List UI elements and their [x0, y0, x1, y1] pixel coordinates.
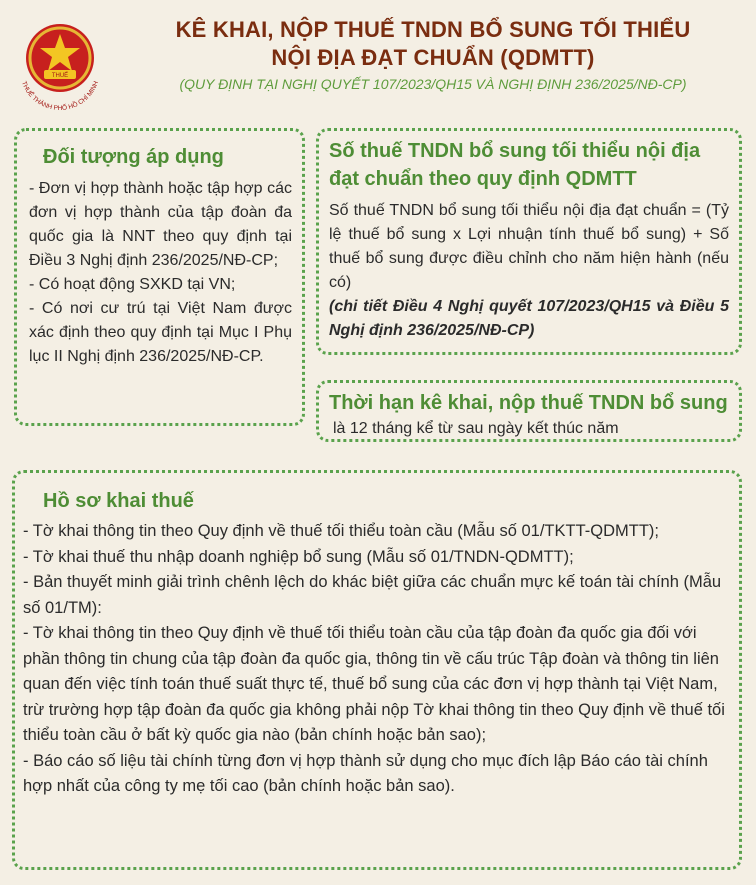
tax-emblem-logo — [6, 18, 114, 114]
subject-item: - Đơn vị hợp thành hoặc tập hợp các đơn vị hợp thành của tập đoàn đa quốc gia là NNT theo quy định tại Điều 3 Nghị định 236/2025/NĐ-CP; — [29, 180, 292, 269]
filing-dossier-heading: Hồ sơ khai thuế — [43, 490, 194, 512]
filing-dossier-box — [12, 470, 742, 870]
deadline-box — [316, 380, 742, 442]
page-title — [118, 16, 748, 72]
dossier-item: - Tờ khai thông tin theo Quy định về thuế tối thiểu toàn cầu (Mẫu số 01/TKTT-QDMTT); — [23, 522, 659, 540]
deadline-text: là 12 tháng kể từ sau ngày kết thúc năm — [333, 420, 619, 437]
tax-formula: Số thuế TNDN bổ sung tối thiểu nội địa đạt chuẩn = (Tỷ lệ thuế bổ sung x Lợi nhuận tính thuế bổ sung) + Số thuế bổ sung được điều chỉnh cho năm hiện hành (nếu có) — [329, 202, 729, 291]
deadline-heading: Thời hạn kê khai, nộp thuế TNDN bổ sung — [329, 392, 728, 414]
subject-item: - Có nơi cư trú tại Việt Nam được xác định theo quy định tại Mục I Phụ lục II Nghị định 236/2025/NĐ-CP. — [29, 300, 292, 365]
svg-text:THUẾ THÀNH PHỐ HỒ CHÍ MINH: THUẾ THÀNH PHỐ HỒ CHÍ MINH — [19, 80, 101, 113]
title-line-2: NỘI ĐỊA ĐẠT CHUẨN (QDMTT) — [271, 45, 595, 70]
page-subtitle: (QUY ĐỊNH TẠI NGHỊ QUYẾT 107/2023/QH15 VÀ NGHỊ ĐỊNH 236/2025/NĐ-CP) — [179, 76, 687, 92]
applicable-subjects-box — [14, 128, 305, 426]
dossier-item: - Báo cáo số liệu tài chính từng đơn vị hợp thành sử dụng cho mục đích lập Báo cáo tài chính hợp nhất của công ty mẹ tối cao (bản chính hoặc bản sao). — [23, 751, 708, 795]
applicable-subjects-heading: Đối tượng áp dụng — [43, 146, 224, 168]
tax-amount-heading: Số thuế TNDN bổ sung tối thiểu nội địa đạt chuẩn theo quy định QDMTT — [329, 140, 701, 190]
dossier-item: - Bản thuyết minh giải trình chênh lệch do khác biệt giữa các chuẩn mực kế toán tài chính (Mẫu số 01/TM): — [23, 573, 722, 617]
svg-text:THUẾ: THUẾ — [51, 73, 69, 79]
tax-amount-box — [316, 128, 742, 355]
dossier-item: - Tờ khai thuế thu nhập doanh nghiệp bổ sung (Mẫu số 01/TNDN-QDMTT); — [23, 547, 574, 566]
tax-reference: (chi tiết Điều 4 Nghị quyết 107/2023/QH15 và Điều 5 Nghị định 236/2025/NĐ-CP) — [329, 298, 729, 339]
dossier-item: - Tờ khai thông tin theo Quy định về thuế tối thiểu toàn cầu của tập đoàn đa quốc gia đối với phần thông tin chung của tập đoàn đa quốc gia, thông tin về cấu trúc Tập đoàn và thông tin liên quan đến việc tính toán thuế suất thực tế, thuế bổ sung của các đơn vị hợp thành tại Việt Nam, trừ trường hợp tập đoàn đa quốc gia không phải nộp Tờ khai thông tin theo Quy định về thuế tối thiểu toàn cầu ở bất kỳ quốc gia nào (bản chính hoặc bản sao); — [23, 624, 725, 744]
title-line-1: KÊ KHAI, NỘP THUẾ TNDN BỔ SUNG TỐI THIỂU — [175, 17, 691, 42]
subject-item: - Có hoạt động SXKD tại VN; — [29, 276, 236, 293]
